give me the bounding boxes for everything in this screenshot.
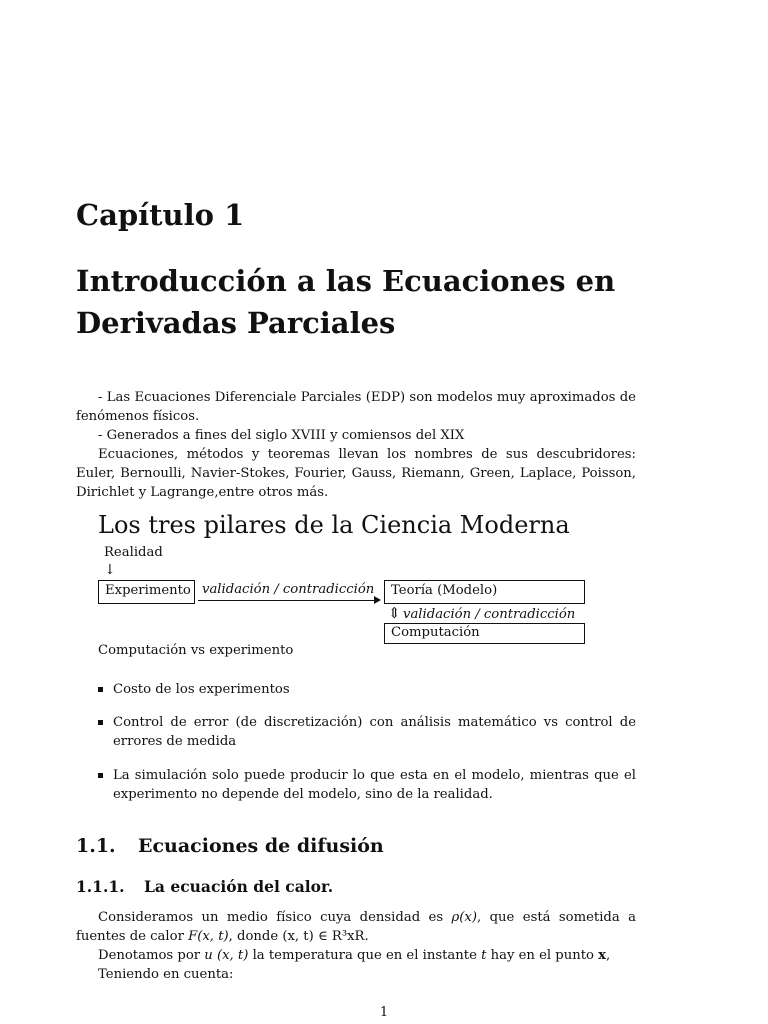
computacion-box — [384, 623, 585, 644]
rho-expression: ρ(x) — [451, 910, 478, 925]
bullet-marker-icon — [98, 773, 103, 778]
subsection-number: 1.1.1. — [76, 877, 125, 896]
domain-expression: (x, t) ∈ R³xR — [282, 929, 365, 944]
heat-paragraph-1 — [76, 908, 636, 946]
x-variable: x — [598, 948, 607, 963]
heat-text: , — [606, 948, 611, 963]
teoria-label: Teoría (Modelo) — [391, 583, 498, 598]
bullet-marker-icon — [98, 720, 103, 725]
validation-label: validación / contradicción — [202, 582, 375, 597]
chapter-label: Capítulo 1 — [76, 198, 245, 232]
heat-text: Teniendo en cuenta: — [98, 967, 234, 982]
page-number: 1 — [379, 1005, 389, 1020]
bullet-text: Control de error (de discretización) con análisis matemático vs control de errores de medida — [113, 715, 636, 749]
bullet-text: La simulación solo puede producir lo que esta en el modelo, mientras que el experimento no depende del modelo, sino de la realidad. — [113, 768, 636, 802]
heat-text: . — [364, 929, 369, 944]
down-arrow-icon: ↓ — [104, 562, 116, 578]
right-arrow-icon — [374, 596, 381, 604]
updown-arrow-icon: ⇕ — [388, 604, 401, 622]
section-number: 1.1. — [76, 835, 116, 857]
realidad-label: Realidad — [104, 545, 163, 560]
u-expression: u (x, t) — [204, 948, 249, 963]
heat-text: , donde — [228, 929, 283, 944]
F-expression: F(x, t) — [188, 929, 229, 944]
intro-p3-text: Ecuaciones, métodos y teoremas llevan los nombres de sus descubridores: Euler, Bernoulli, Navier-Stokes, Fourier, Gauss, Riemann, Green, Laplace, Poisson, Dirichlet y Lagrange,entre otros más. — [76, 447, 636, 500]
subsection-heading — [76, 877, 333, 896]
intro-paragraph-2 — [76, 426, 636, 445]
heat-paragraph-2 — [76, 946, 636, 965]
heat-text: hay en el punto — [486, 948, 599, 963]
intro-paragraph-1 — [76, 388, 636, 426]
experimento-box — [98, 580, 195, 604]
bullet-item — [98, 713, 636, 751]
bullet-marker-icon — [98, 687, 103, 692]
pillars-title: Los tres pilares de la Ciencia Moderna — [98, 511, 570, 539]
subsection-title: La ecuación del calor. — [144, 877, 334, 896]
heat-text: la temperatura que en el instante — [248, 948, 482, 963]
intro-paragraph-3 — [76, 445, 636, 502]
heat-paragraph-3 — [76, 965, 636, 984]
bullet-text: Costo de los experimentos — [113, 682, 290, 697]
chapter-title: Introducción a las Ecuaciones en Derivadas Parciales — [76, 264, 616, 340]
intro-p1-text: - Las Ecuaciones Diferenciale Parciales (EDP) son modelos muy aproximados de fenómenos físicos. — [76, 390, 636, 424]
validation-label-2: validación / contradicción — [403, 607, 576, 622]
bullet-item — [98, 766, 636, 804]
experimento-label: Experimento — [105, 583, 191, 598]
heat-text: Denotamos por — [98, 948, 205, 963]
computacion-label: Computación — [391, 625, 480, 640]
intro-p2-text: - Generados a fines del siglo XVIII y comiensos del XIX — [98, 428, 465, 443]
section-title: Ecuaciones de difusión — [138, 835, 384, 857]
bullet-item — [98, 680, 636, 699]
t-variable: t — [481, 948, 487, 963]
section-heading — [76, 835, 384, 857]
heat-text: , que está sometida a fuentes de calor — [76, 910, 637, 944]
right-arrow-line — [198, 600, 376, 601]
vs-text: Computación vs experimento — [98, 643, 294, 658]
teoria-box — [384, 580, 585, 604]
heat-text: Consideramos un medio físico cuya densidad es — [98, 910, 452, 925]
